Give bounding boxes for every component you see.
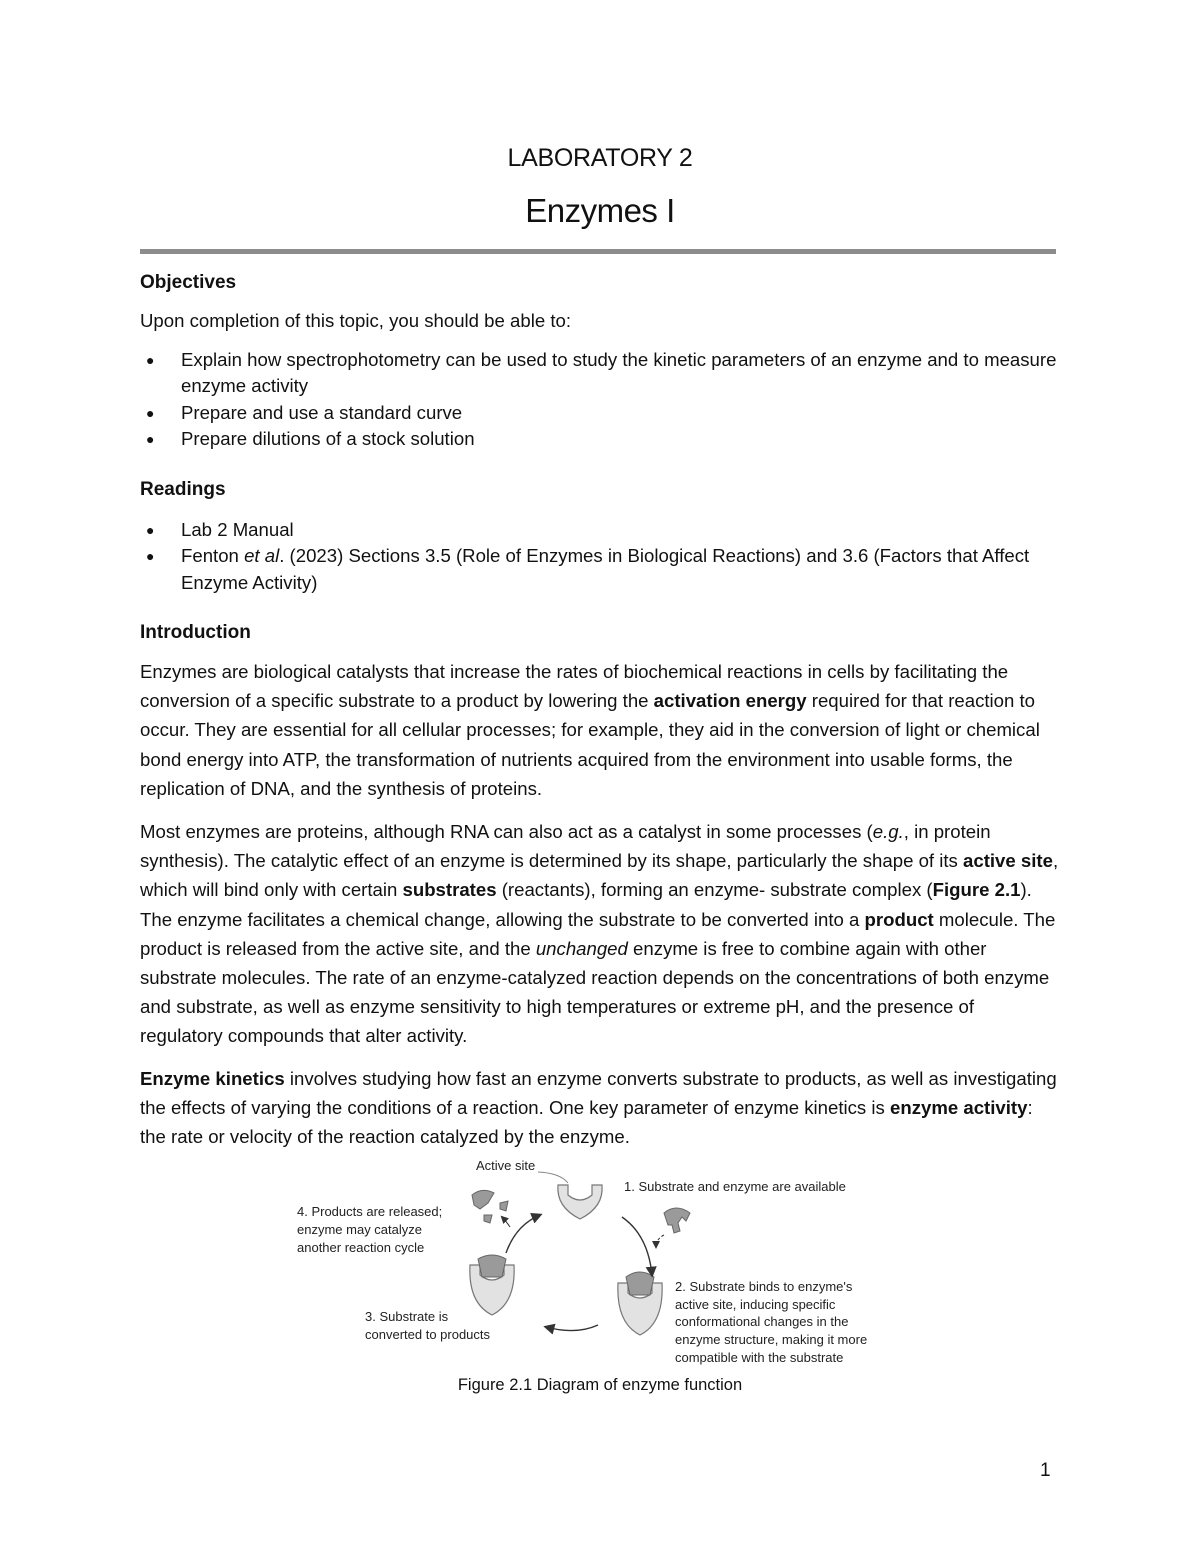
figure-caption: Figure 2.1 Diagram of enzyme function bbox=[457, 1376, 743, 1394]
intro-paragraph-1: Enzymes are biological catalysts that increase the rates of biochemical reactions in cells by facilitating the conversion of a specific substrate to a product by lowering the activation energy required for that reaction to occur. They are essential for all cellular processes; for example, they aid in the conversion of light or chemical bond energy into ATP, the transformation of nutrients acquired from the environment into usable forms, the replication of DNA, and the synthesis of proteins. bbox=[140, 661, 1040, 799]
enzyme-free-icon bbox=[558, 1185, 602, 1219]
step-2-line-5: compatible with the substrate bbox=[675, 1350, 844, 1365]
objectives-intro: Upon completion of this topic, you should be able to: bbox=[140, 310, 572, 331]
enzyme-function-diagram bbox=[280, 1155, 920, 1370]
list-item: ● Prepare dilutions of a stock solution bbox=[140, 426, 1060, 452]
bound-substrate-icon bbox=[626, 1272, 654, 1295]
objectives-list bbox=[140, 347, 1060, 452]
step-4-line-1: 4. Products are released; bbox=[297, 1204, 443, 1219]
bullet-icon: ● bbox=[146, 352, 155, 368]
converted-products-icon bbox=[478, 1255, 506, 1277]
bullet-icon: ● bbox=[146, 404, 155, 421]
list-item: ● Explain how spectrophotometry can be used to study the kinetic parameters of an enzyme and to measure enzyme activity bbox=[146, 349, 1057, 397]
lab-label: LABORATORY 2 bbox=[507, 144, 693, 172]
active-site-pointer bbox=[538, 1172, 568, 1183]
list-item: ● Fenton et al. (2023) Sections 3.5 (Role of Enzymes in Biological Reactions) and 3.6 (Factors that Affect Enzyme Activity) bbox=[146, 545, 1030, 593]
released-product-fragment-icon bbox=[484, 1215, 492, 1223]
arrow-step1-to-step2 bbox=[622, 1217, 652, 1275]
active-site-label: Active site bbox=[476, 1158, 536, 1173]
readings-list bbox=[140, 517, 1060, 596]
bullet-icon: ● bbox=[146, 548, 155, 565]
introduction-heading: Introduction bbox=[140, 622, 251, 643]
intro-paragraph-3: Enzyme kinetics involves studying how fast an enzyme converts substrate to products, as well as investigating the effects of varying the conditions of a reaction. One key parameter of enzyme kinetics is enzyme activity: the rate or velocity of the reaction catalyzed by the enzyme. bbox=[140, 1068, 1057, 1148]
page-title: Enzymes I bbox=[525, 192, 675, 229]
arrow-substrate-to-enzyme bbox=[656, 1235, 664, 1247]
step-2-line-2: active site, inducing specific bbox=[675, 1297, 836, 1312]
list-item: ● Prepare and use a standard curve bbox=[140, 400, 1060, 426]
step-2-line-4: enzyme structure, making it more bbox=[675, 1332, 868, 1347]
step-1-label: 1. Substrate and enzyme are available bbox=[624, 1179, 846, 1194]
substrate-icon bbox=[664, 1208, 690, 1233]
bullet-icon: ● bbox=[146, 430, 155, 447]
released-product-icon bbox=[472, 1190, 494, 1209]
arrow-step3-to-step4 bbox=[506, 1215, 540, 1253]
step-4-line-2: enzyme may catalyze bbox=[297, 1222, 422, 1237]
intro-paragraph-2: Most enzymes are proteins, although RNA can also act as a catalyst in some processes (e.g., in protein synthesis). The catalytic effect of an enzyme is determined by its shape, particularly the shape of its active site, which will bind only with certain substrates (reactants), forming an enzyme- substrate complex (Figure 2.1). The enzyme facilitates a chemical change, allowing the substrate to be converted into a product molecule. The product is released from the active site, and the unchanged enzyme is free to combine again with other substrate molecules. The rate of an enzyme-catalyzed reaction depends on the concentrations of both enzyme and substrate, as well as enzyme sensitivity to high temperatures or extreme pH, and the presence of regulatory compounds that alter activity. bbox=[140, 821, 1059, 1047]
readings-heading: Readings bbox=[140, 479, 226, 500]
step-3-line-2: converted to products bbox=[365, 1327, 491, 1342]
step-2-line-1: 2. Substrate binds to enzyme's bbox=[675, 1279, 853, 1294]
step-4-line-3: another reaction cycle bbox=[297, 1240, 425, 1255]
released-product-fragment-icon bbox=[500, 1201, 508, 1211]
page-number: 1 bbox=[1040, 1460, 1051, 1481]
title-divider bbox=[140, 249, 1056, 254]
objectives-heading: Objectives bbox=[140, 272, 237, 293]
list-item: ● Lab 2 Manual bbox=[140, 517, 1060, 543]
bullet-icon: ● bbox=[146, 522, 155, 538]
arrow-step2-to-step3 bbox=[546, 1325, 598, 1331]
step-3-line-1: 3. Substrate is bbox=[365, 1309, 449, 1324]
arrow-release bbox=[502, 1217, 510, 1227]
step-2-line-3: conformational changes in the bbox=[675, 1314, 849, 1329]
